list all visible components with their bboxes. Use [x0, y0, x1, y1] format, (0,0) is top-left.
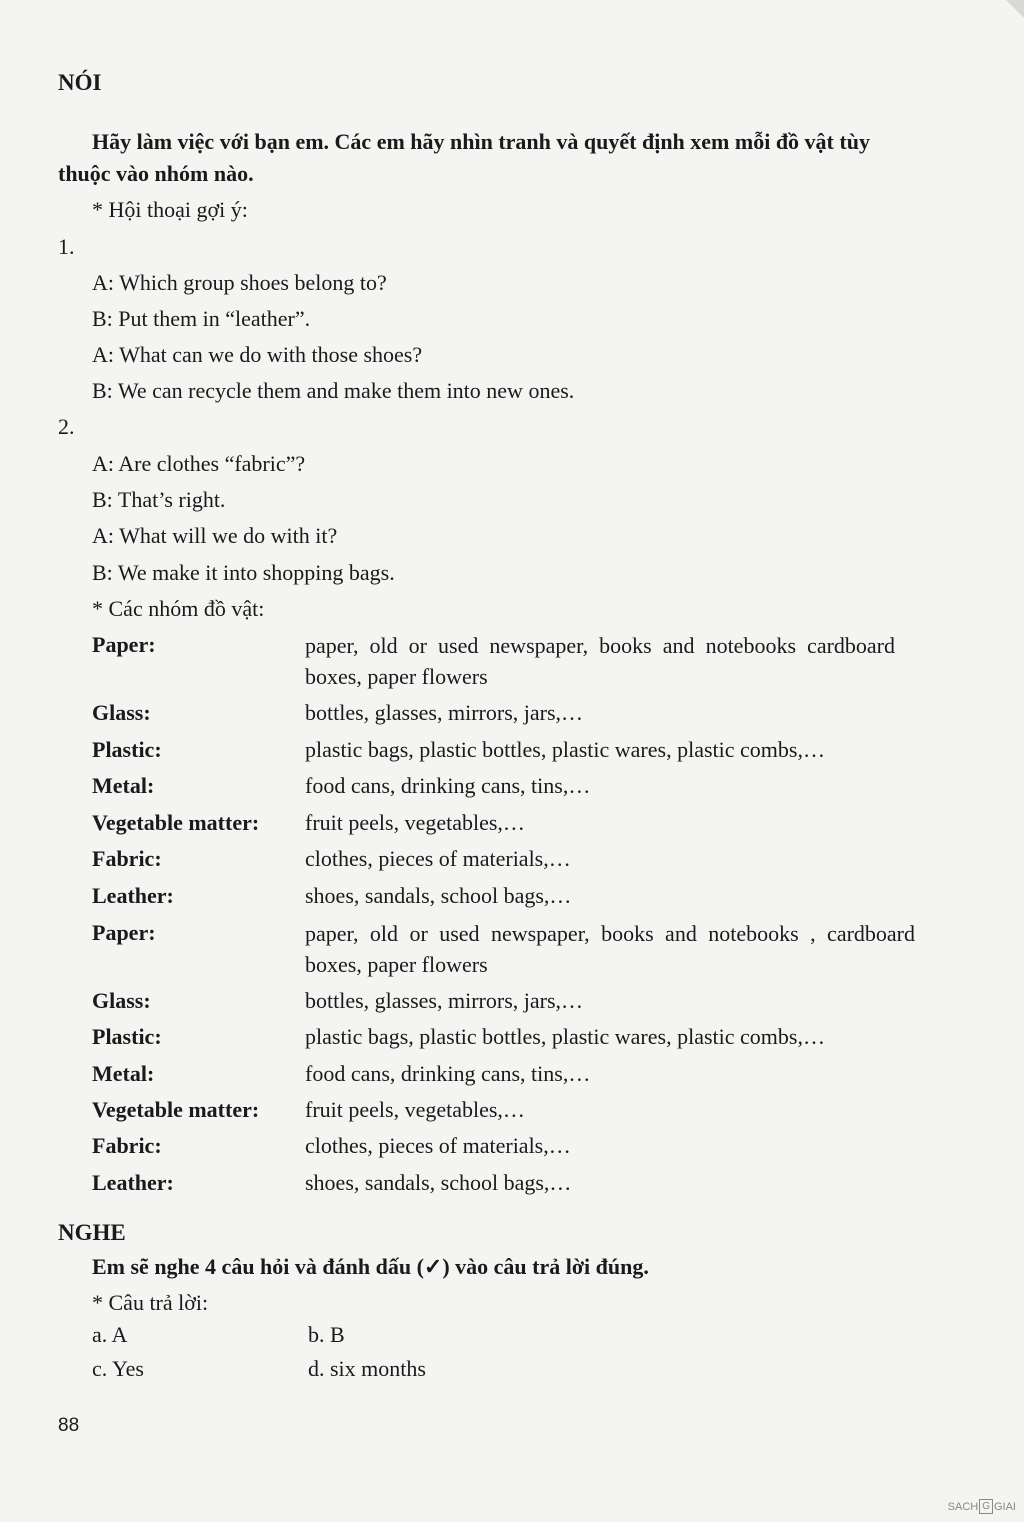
- group-label: Fabric:: [92, 1133, 162, 1158]
- group-label: Paper:: [92, 632, 156, 657]
- group-items: food cans, drinking cans, tins,…: [305, 1061, 591, 1086]
- group-items: plastic bags, plastic bottles, plastic wares, plastic combs,…: [305, 1024, 825, 1049]
- group-label: Paper:: [92, 920, 156, 945]
- dialogue-line: B: Put them in “leather”.: [92, 306, 311, 331]
- dialogue-line: A: Are clothes “fabric”?: [92, 451, 306, 476]
- watermark-box: G: [979, 1499, 993, 1514]
- group-items: clothes, pieces of materials,…: [305, 1133, 571, 1158]
- group-label: Glass:: [92, 700, 151, 725]
- group-label: Metal:: [92, 773, 155, 798]
- group-label: Metal:: [92, 1061, 155, 1086]
- group-label: Vegetable matter:: [92, 1097, 260, 1122]
- group-label: Glass:: [92, 988, 151, 1013]
- answer-option: d. six months: [308, 1356, 426, 1381]
- watermark-logo: [948, 1499, 1016, 1514]
- group-items: paper, old or used newspaper, books and notebooks , cardboard boxes, paper flowers: [305, 921, 915, 977]
- group-label: Leather:: [92, 1170, 174, 1195]
- dialogue-line: B: That’s right.: [92, 487, 226, 512]
- listening-instruction: Em sẽ nghe 4 câu hỏi và đánh dấu (✓) vào câu trả lời đúng.: [92, 1254, 649, 1279]
- group-label: Leather:: [92, 883, 174, 908]
- group-items: fruit peels, vegetables,…: [305, 810, 525, 835]
- page-corner: [1006, 0, 1024, 18]
- dialogue-line: A: What can we do with those shoes?: [92, 342, 423, 367]
- dialogue-line: B: We make it into shopping bags.: [92, 560, 395, 585]
- dialogue-number: 2.: [58, 414, 75, 439]
- group-label: Fabric:: [92, 846, 162, 871]
- group-items: fruit peels, vegetables,…: [305, 1097, 525, 1122]
- group-items: shoes, sandals, school bags,…: [305, 883, 572, 908]
- groups-label: * Các nhóm đồ vật:: [92, 596, 265, 621]
- speaking-instruction: Hãy làm việc với bạn em. Các em hãy nhìn tranh và quyết định xem mỗi đồ vật tùy thuộc vào nhóm nào.: [58, 129, 870, 186]
- dialogue-number: 1.: [58, 234, 75, 259]
- dialogue-line: B: We can recycle them and make them into new ones.: [92, 378, 575, 403]
- answer-option: c. Yes: [92, 1356, 144, 1381]
- answer-option: b. B: [308, 1322, 345, 1347]
- group-label: Plastic:: [92, 1024, 162, 1049]
- group-items: plastic bags, plastic bottles, plastic wares, plastic combs,…: [305, 737, 825, 762]
- dialogue-line: A: What will we do with it?: [92, 523, 338, 548]
- group-items: shoes, sandals, school bags,…: [305, 1170, 572, 1195]
- watermark-text: SACH: [947, 1500, 979, 1513]
- group-label: Plastic:: [92, 737, 162, 762]
- page-number: 88: [58, 1415, 80, 1436]
- answer-option: a. A: [92, 1322, 128, 1347]
- group-items: clothes, pieces of materials,…: [305, 846, 571, 871]
- group-items: paper, old or used newspaper, books and notebooks cardboard boxes, paper flowers: [305, 633, 895, 689]
- group-items: food cans, drinking cans, tins,…: [305, 773, 591, 798]
- speaking-heading: NÓI: [58, 70, 102, 95]
- answers-label: * Câu trả lời:: [92, 1290, 209, 1315]
- dialogue-line: A: Which group shoes belong to?: [92, 270, 387, 295]
- group-items: bottles, glasses, mirrors, jars,…: [305, 700, 584, 725]
- watermark-text: GIAI: [993, 1500, 1016, 1513]
- listening-heading: NGHE: [58, 1220, 126, 1245]
- group-items: bottles, glasses, mirrors, jars,…: [305, 988, 584, 1013]
- suggested-dialogue-label: * Hội thoại gợi ý:: [92, 197, 248, 222]
- group-label: Vegetable matter:: [92, 810, 260, 835]
